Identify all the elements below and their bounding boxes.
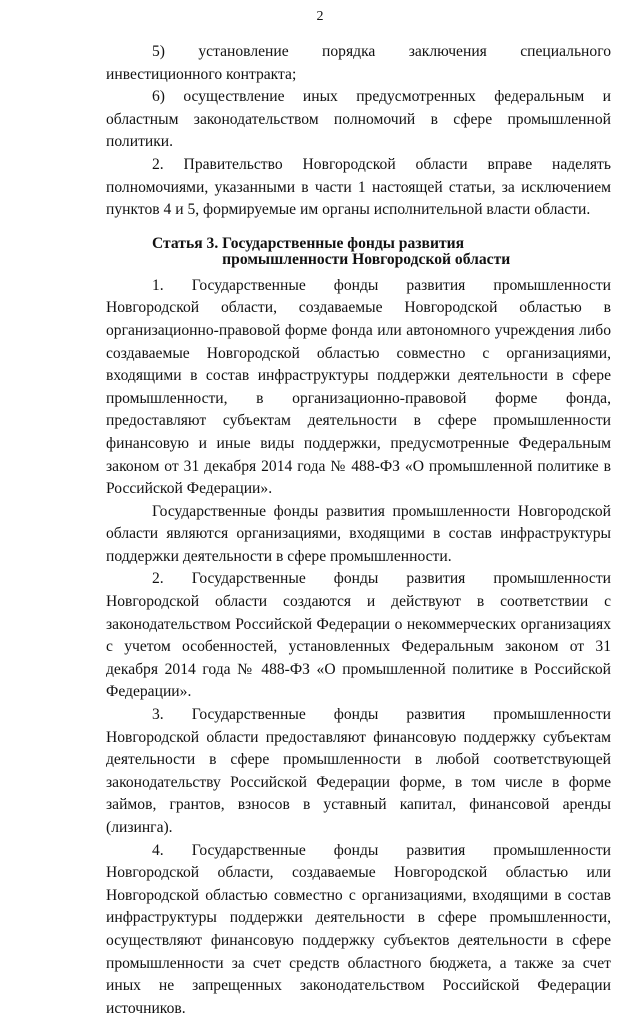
article-paragraph-2: 2. Государственные фонды развития промышленности Новгородской области создаются и действуют в соответствии с законодательством Российской Федерации о некоммерческих организациях с учетом особенностей, установленных Федеральным законом от 31 декабря 2014 года № 488-ФЗ «О промышленной политике в Российской Федерации». <box>106 570 611 701</box>
article-paragraph-1: 1. Государственные фонды развития промышленности Новгородской области, создаваемые Новгородской областью в организационно-правовой форме фонда или автономного учреждения либо создаваемые Новгородской областью совместно с организациями, входящими в состав инфраструктуры поддержки деятельности в сфере промышленности, в организационно-правовой форме фонда, предоставляют субъектам деятельности в сфере промышленности финансовую и иные виды поддержки, предусмотренные Федеральным законом от 31 декабря 2014 года № 488-ФЗ «О промышленной политике в Российской Федерации». <box>106 276 611 498</box>
paragraph-part-2: 2. Правительство Новгородской области вправе наделять полномочиями, указанными в части 1 настоящей статьи, за исключением пунктов 4 и 5, формируемые им органы исполнительной власти области. <box>106 155 611 219</box>
paragraph-item-6: 6) осуществление иных предусмотренных федеральным и областным законодательством полномочий в сфере промышленной политики. <box>106 88 611 151</box>
paragraph-item-5: 5) установление порядка заключения специального инвестиционного контракта; <box>106 43 611 83</box>
article-paragraph-3: 3. Государственные фонды развития промышленности Новгородской области предоставляют финансовую поддержку субъектам деятельности в сфере промышленности в любой соответствующей законодательству Российской Федерации форме, в том числе в форме займов, грантов, взносов в уставный капитал, финансовой аренды (лизинга). <box>106 706 611 836</box>
article-heading <box>106 236 611 268</box>
document-body <box>106 41 611 1020</box>
article-paragraph-4: 4. Государственные фонды развития промышленности Новгородской области, создаваемые Новгородской областью или Новгородской областью совместно с организациями, входящими в состав инфраструктуры поддержки деятельности в сфере промышленности, осуществляют финансовую поддержку субъектов деятельности в сфере промышленности за счет средств областного бюджета, а также за счет иных не запрещенных законодательством Российской Федерации источников. <box>106 841 611 1017</box>
article-title: Государственные фонды развития промышленности Новгородской области <box>222 234 511 268</box>
page-number: 2 <box>316 9 324 24</box>
article-paragraph-1-continued: Государственные фонды развития промышленности Новгородской области являются организациями, входящими в состав инфраструктуры поддержки деятельности в сфере промышленности. <box>106 502 611 565</box>
article-number: Статья 3. <box>152 234 219 252</box>
